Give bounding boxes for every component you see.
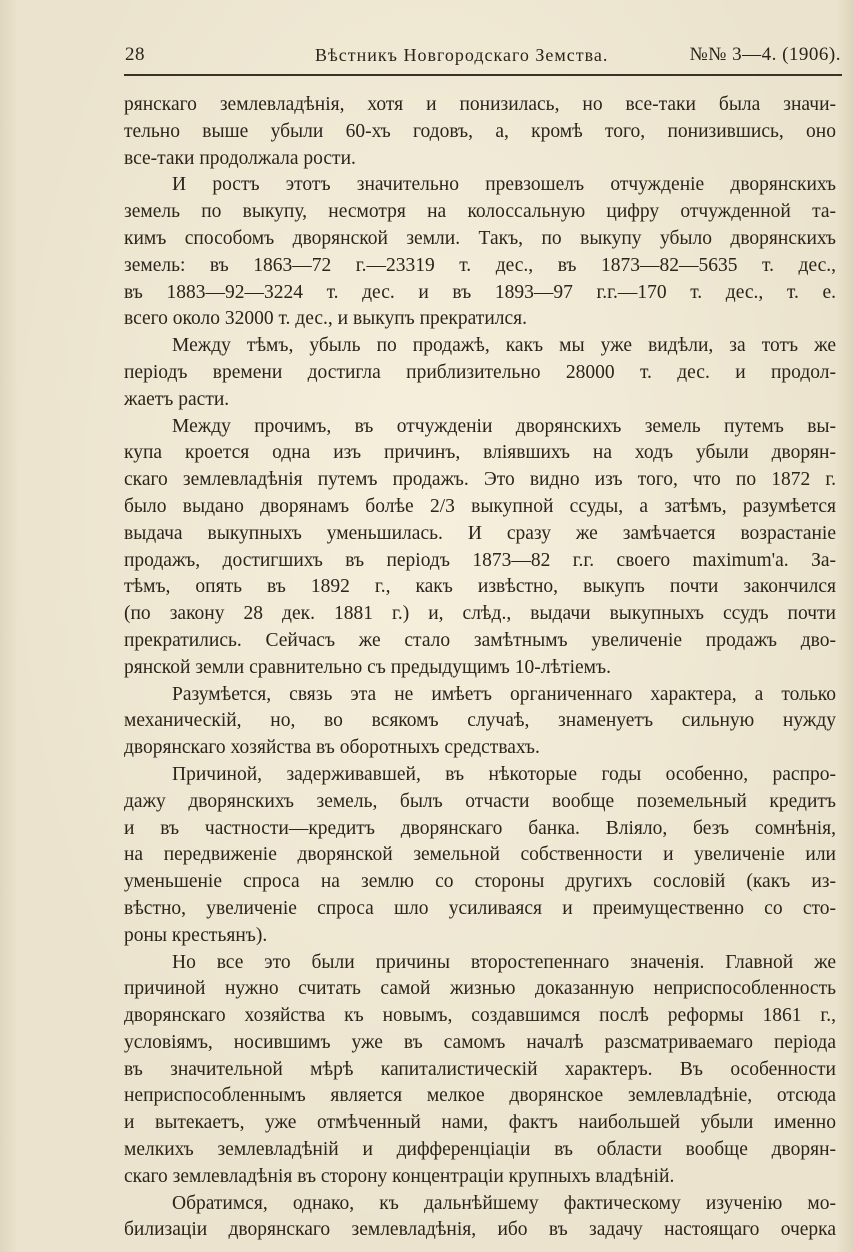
text-line: Обратимся, однако, къ дальнѣйшему фактическому изученію мо- bbox=[172, 1192, 836, 1214]
text-line: все-таки продолжала рости. bbox=[124, 147, 356, 169]
text-line: дажу дворянскихъ земель, былъ отчасти вообще поземельный кредитъ bbox=[124, 790, 836, 812]
text-line: всего около 32000 т. дес., и выкупъ прекратился. bbox=[124, 308, 527, 330]
text-line: мелкихъ землевладѣній и дифференціаціи въ области вообще дворян- bbox=[124, 1139, 836, 1161]
text-line: въ 1883—92—3224 т. дес. и въ 1893—97 г.г.—170 т. дес., т. е. bbox=[124, 281, 836, 303]
text-line: продажъ, достигшихъ въ періодъ 1873—82 г.г. своего maximum'а. За- bbox=[124, 549, 836, 571]
header-rule bbox=[124, 74, 842, 76]
running-header bbox=[125, 44, 845, 74]
text-line: билизаціи дворянскаго землевладѣнія, ибо въ задачу настоящаго очерка bbox=[124, 1219, 836, 1241]
text-line: скаго землевладѣнія путемъ продажъ. Это видно изъ того, что по 1872 г. bbox=[124, 469, 836, 491]
text-line: (по закону 28 дек. 1881 г.) и, слѣд., выдачи выкупныхъ ссудъ почти bbox=[124, 603, 836, 625]
text-line: роны крестьянъ). bbox=[124, 924, 268, 946]
text-line: рянскаго землевладѣнія, хотя и понизилась, но все-таки была значи- bbox=[124, 94, 836, 115]
text-line: причиной нужно считать самой жизнью доказанную неприспособленность bbox=[124, 978, 836, 1000]
text-line: было выдано дворянамъ болѣе 2/3 выкупной ссуды, а затѣмъ, разумѣется bbox=[124, 495, 836, 517]
text-line: земель: въ 1863—72 г.—23319 т. дес., въ 1873—82—5635 т. дес., bbox=[124, 254, 836, 276]
text-line: Между тѣмъ, убыль по продажѣ, какъ мы уже видѣли, за тотъ же bbox=[172, 335, 836, 357]
text-line: и въ частности—кредитъ дворянскаго банка. Вліяло, безъ сомнѣнія, bbox=[124, 817, 836, 839]
text-line: кимъ способомъ дворянской земли. Такъ, по выкупу убыло дворянскихъ bbox=[124, 227, 836, 249]
journal-title: Вѣстникъ Новгородскаго Земства. bbox=[315, 45, 609, 65]
text-line: неприспособленнымъ является мелкое дворянское землевладѣніе, отсюда bbox=[124, 1085, 836, 1107]
text-line: механическій, но, во всякомъ случаѣ, знаменуетъ сильную нужду bbox=[124, 710, 836, 732]
text-line: прекратились. Сейчасъ же стало замѣтнымъ увеличеніе продажъ дво- bbox=[124, 629, 836, 651]
text-line: тѣмъ, опять въ 1892 г., какъ извѣстно, выкупъ почти закончился bbox=[124, 576, 836, 598]
text-line: вѣстно, увеличеніе спроса шло усиливаяся и преимущественно со сто- bbox=[124, 897, 836, 919]
text-line: Причиной, задерживавшей, въ нѣкоторые годы особенно, распро- bbox=[172, 763, 836, 785]
text-line: уменьшеніе спроса на землю со стороны другихъ сословій (какъ из- bbox=[124, 871, 836, 893]
text-line: тельно выше убыли 60-хъ годовъ, а, кромѣ того, понизившись, оно bbox=[124, 120, 836, 142]
page-number: 28 bbox=[125, 44, 145, 65]
text-line: рянской земли сравнительно съ предыдущимъ 10-лѣтіемъ. bbox=[124, 656, 611, 678]
text-line: земель по выкупу, несмотря на колоссальную цифру отчужденной та- bbox=[124, 201, 836, 223]
text-line: И ростъ этотъ значительно превзошелъ отчужденіе дворянскихъ bbox=[172, 174, 836, 196]
text-line: и вытекаетъ, уже отмѣченный нами, фактъ наибольшей убыли именно bbox=[124, 1112, 836, 1134]
issue-number: №№ 3—4. (1906). bbox=[689, 44, 841, 65]
text-line: Но все это были причины второстепеннаго значенія. Главной же bbox=[172, 951, 836, 973]
body-text bbox=[124, 92, 836, 1244]
text-line: Разумѣется, связь эта не имѣетъ органиченнаго характера, а только bbox=[172, 683, 836, 705]
text-line: жаетъ расти. bbox=[124, 388, 230, 410]
text-line: дворянскаго хозяйства въ оборотныхъ средствахъ. bbox=[124, 737, 540, 759]
text-line: на передвиженіе дворянской земельной собственности и увеличеніе или bbox=[124, 844, 836, 866]
text-line: дворянскаго хозяйства къ новымъ, создавшимся послѣ реформы 1861 г., bbox=[124, 1005, 836, 1027]
text-line: скаго землевладѣнія въ сторону концентраціи крупныхъ владѣній. bbox=[124, 1165, 675, 1187]
text-line: въ значительной мѣрѣ капиталистическій характеръ. Въ особенности bbox=[124, 1058, 836, 1080]
text-line: условіямъ, носившимъ уже въ самомъ началѣ разсматриваемаго періода bbox=[124, 1031, 836, 1053]
text-line: Между прочимъ, въ отчужденіи дворянскихъ земель путемъ вы- bbox=[172, 415, 836, 437]
text-line: періодъ времени достигла приблизительно 28000 т. дес. и продол- bbox=[124, 361, 836, 383]
text-line: выдача выкупныхъ уменьшилась. И сразу же замѣчается возрастаніе bbox=[124, 522, 836, 544]
text-line: купа кроется одна изъ причинъ, вліявшихъ на ходъ убыли дворян- bbox=[124, 442, 836, 464]
